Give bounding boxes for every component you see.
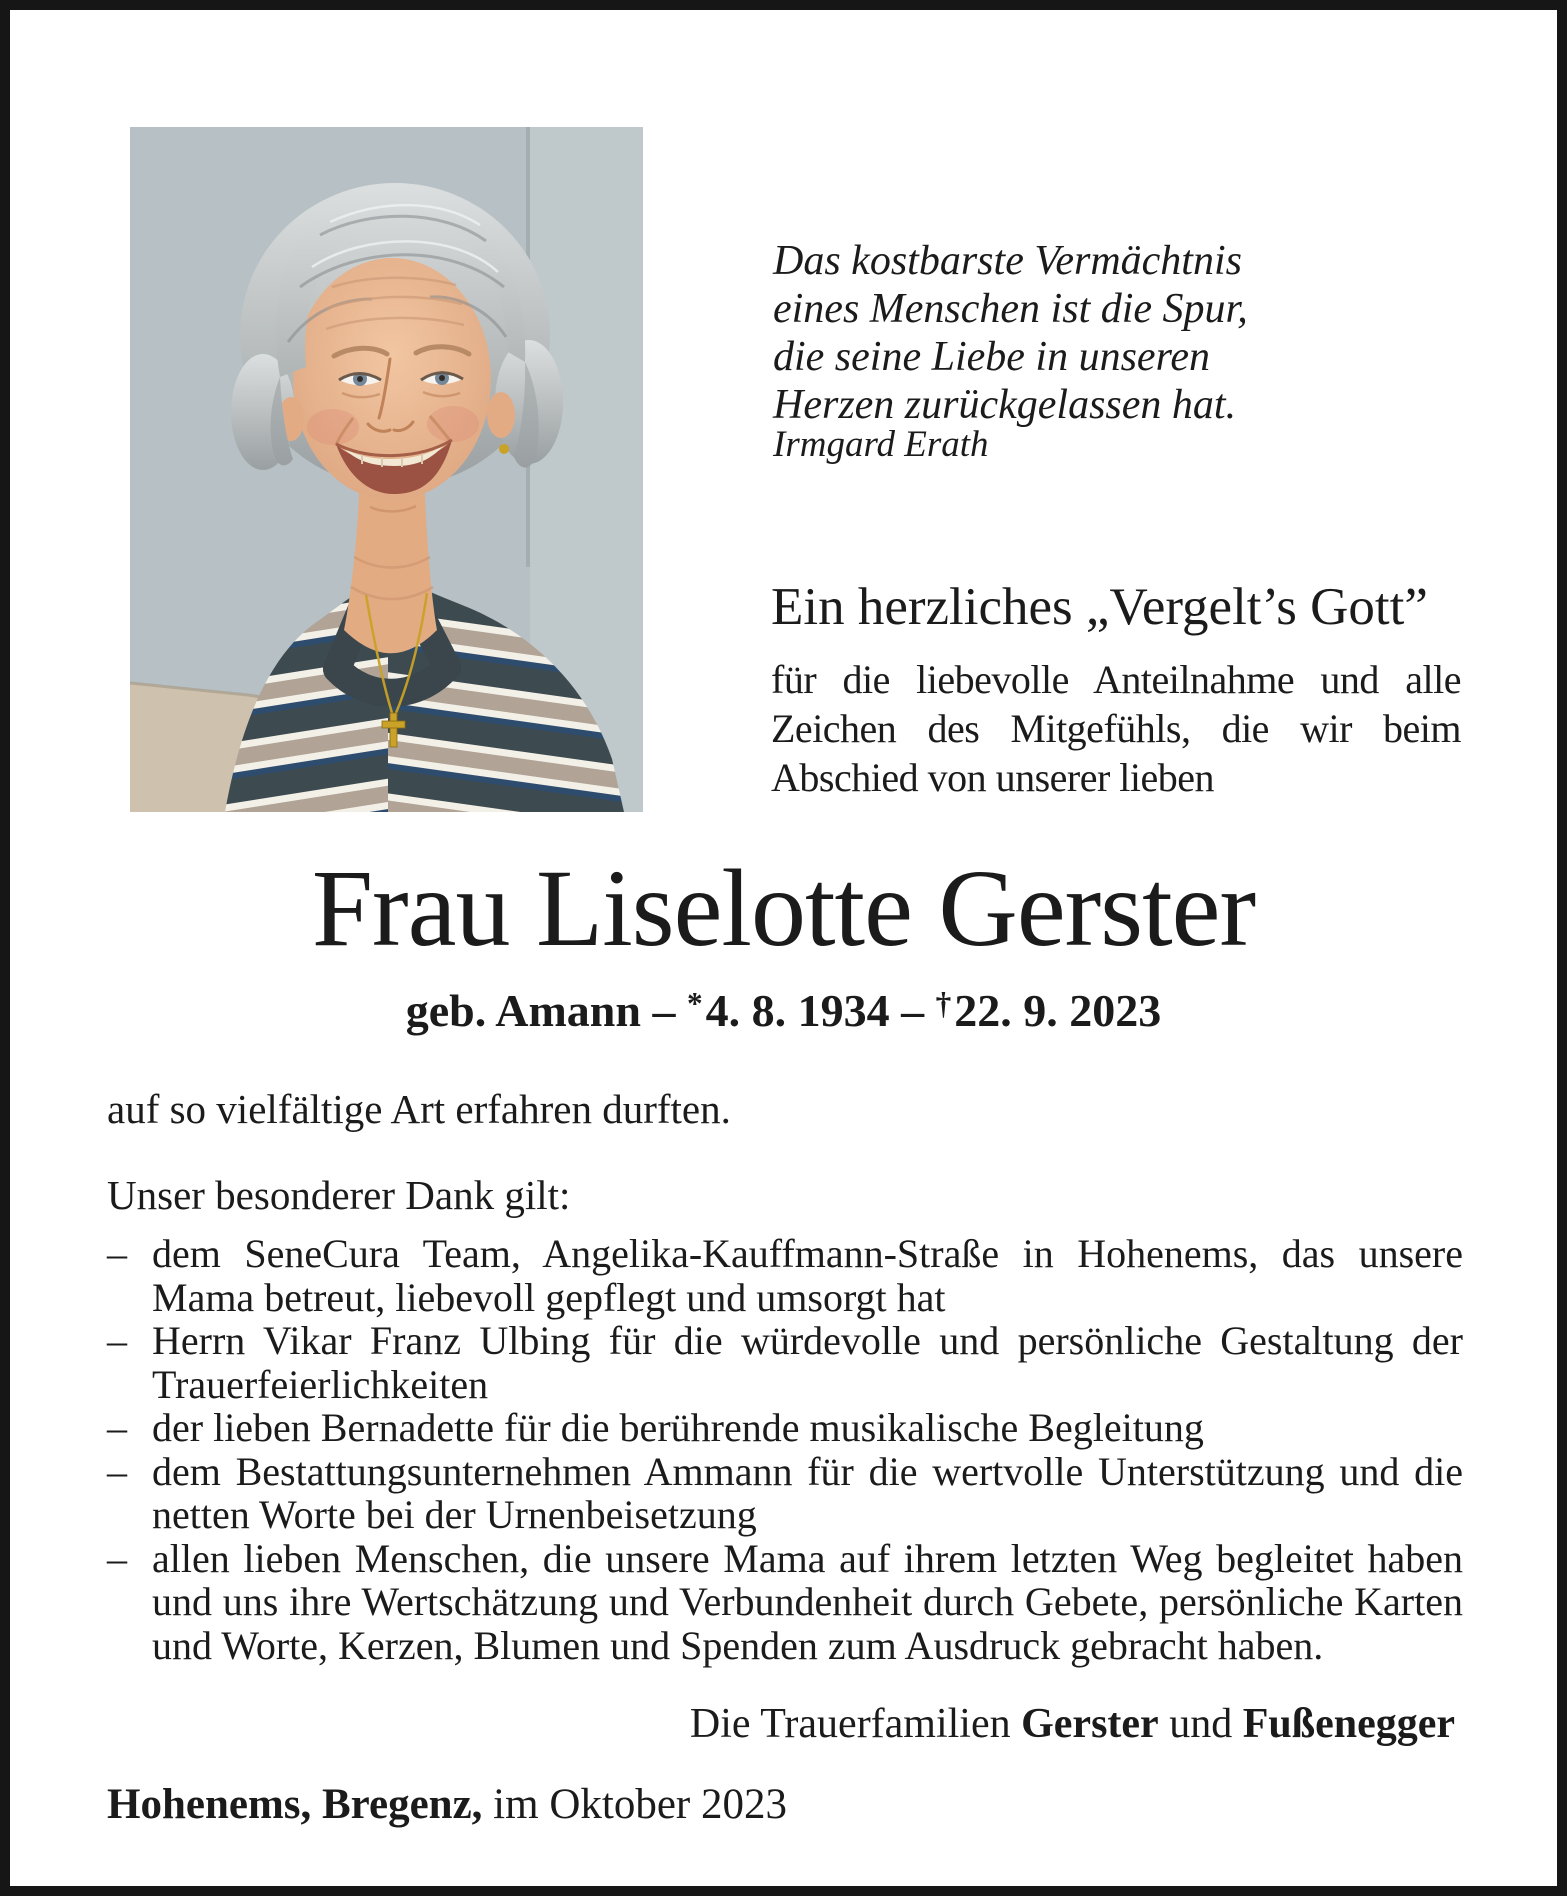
ear-right (487, 392, 515, 438)
list-dash: – (107, 1318, 127, 1363)
thanks-item-text: dem Bestattungsunternehmen Ammann für die wertvolle Unterstützung und die netten Worte bei der Urnenbeisetzung (152, 1448, 1463, 1537)
sentence-continuation: auf so vielfältige Art erfahren durften. (107, 1086, 731, 1132)
thanks-item-text: allen lieben Menschen, die unsere Mama auf ihrem letzten Weg begleitet haben und uns ihre Wertschätzung und Verbundenheit durch Gebete, persönliche Karten und Worte, Kerzen, Blumen und Spenden zum Ausdruck gebracht haben. (152, 1535, 1463, 1668)
thanks-item-text: dem SeneCura Team, Angelika-Kauffmann-Straße in Hohenems, das unsere Mama betreut, liebevoll gepflegt und umsorgt hat (152, 1231, 1463, 1320)
deceased-name: Frau Liselotte Gerster (311, 847, 1256, 969)
thanks-item (107, 1232, 1463, 1319)
thanks-list-intro: Unser besonderer Dank gilt: (107, 1172, 571, 1218)
thanks-item-text: Herrn Vikar Franz Ulbing für die würdevolle und persönliche Gestaltung der Trauerfeierlichkeiten (152, 1318, 1463, 1407)
portrait-photo-graphic (130, 127, 643, 812)
list-dash: – (107, 1448, 127, 1494)
death-dagger-symbol: † (935, 986, 952, 1022)
footer-places: Hohenems, Bregenz, (107, 1781, 483, 1828)
quote-line: eines Menschen ist die Spur, (773, 286, 1248, 332)
thanks-heading: Ein herzliches „Vergelt’s Gott” (771, 578, 1428, 636)
portrait-photo (130, 127, 643, 812)
thanks-item (107, 1450, 1463, 1537)
mourning-families-line (107, 1700, 1455, 1748)
birth-star-symbol: * (686, 986, 703, 1022)
memorial-quote (773, 237, 1413, 429)
birth-name: geb. Amann (405, 985, 641, 1036)
thanks-item (107, 1406, 1463, 1450)
family-name-fussenegger: Fußenegger (1242, 1701, 1455, 1747)
thanks-item (107, 1319, 1463, 1406)
thanks-list (107, 1232, 1463, 1667)
quote-line: Herzen zurückgelassen hat. (773, 382, 1237, 428)
place-date-line (107, 1780, 1460, 1829)
thanks-intro-paragraph: für die liebevolle Anteilnahme und alle Zeichen des Mitgefühls, die wir beim Abschied von unserer lieben (771, 657, 1461, 800)
closing-prefix: Die Trauerfamilien (689, 1701, 1011, 1747)
dash-separator: – (901, 985, 925, 1036)
quote-attribution: Irmgard Erath (773, 424, 989, 465)
thanks-item (107, 1537, 1463, 1668)
list-dash: – (107, 1405, 127, 1450)
list-dash: – (107, 1535, 127, 1581)
list-dash: – (107, 1231, 127, 1276)
family-name-gerster: Gerster (1021, 1701, 1159, 1747)
cheek-left (307, 409, 359, 445)
death-date: 22. 9. 2023 (954, 985, 1162, 1036)
footer-date: im Oktober 2023 (493, 1781, 787, 1828)
dash-separator: – (652, 985, 676, 1036)
earring (499, 444, 509, 454)
quote-line: Das kostbarste Vermächtnis (773, 238, 1242, 284)
quote-line: die seine Liebe in unseren (773, 334, 1211, 380)
birth-death-dates (107, 985, 1460, 1042)
closing-conjunction: und (1169, 1701, 1233, 1747)
thanks-item-text: der lieben Bernadette für die berührende musikalische Begleitung (152, 1405, 1204, 1450)
birth-date: 4. 8. 1934 (705, 985, 890, 1036)
